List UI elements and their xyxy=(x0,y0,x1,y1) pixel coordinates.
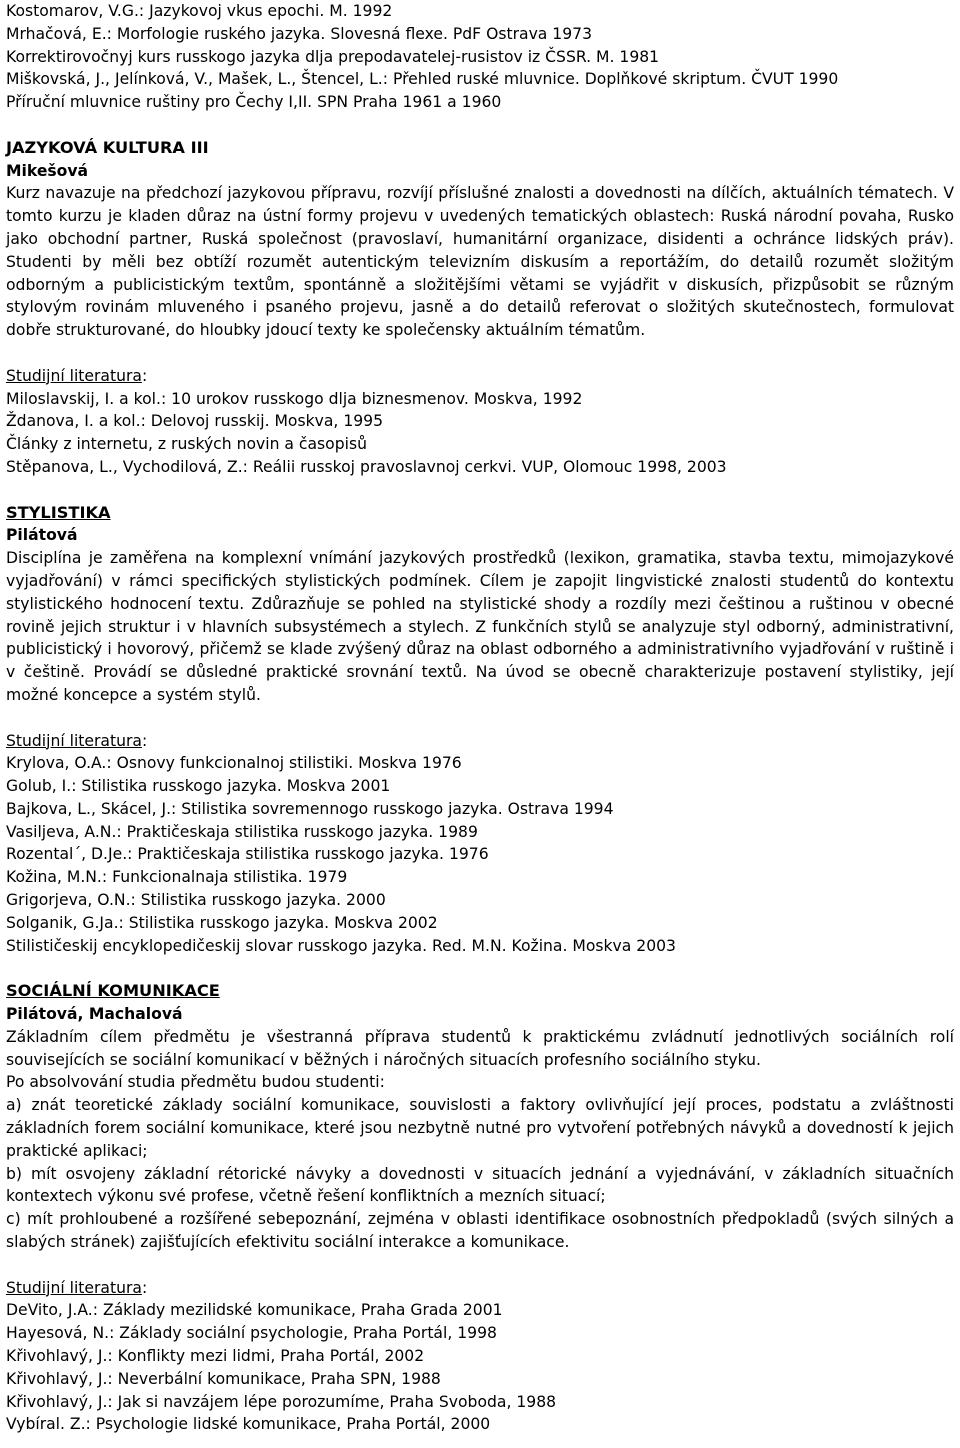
spacer xyxy=(6,957,954,980)
reference-line: Miškovská, J., Jelínková, V., Mašek, L., Štencel, L.: Přehled ruské mluvnice. Doplňkové skriptum. ČVUT 1990 xyxy=(6,70,839,89)
spacer xyxy=(6,479,954,502)
section-author: Mikešová xyxy=(6,161,89,180)
section-socialni-komunikace xyxy=(6,980,954,1436)
section-jazykova-kultura xyxy=(6,137,954,479)
reference-line: Články z internetu, z ruských novin a časopisů xyxy=(6,435,367,454)
literature-label: Studijní literatura xyxy=(6,1278,142,1297)
reference-line: Rozental´, D.Je.: Praktičeskaja stilistika russkogo jazyka. 1976 xyxy=(6,845,489,864)
spacer xyxy=(6,342,954,365)
section-title: JAZYKOVÁ KULTURA III xyxy=(6,137,209,157)
literature-colon: : xyxy=(141,366,148,385)
section-author: Pilátová, Machalová xyxy=(6,1005,183,1024)
reference-line: Křivohlavý, J.: Jak si navzájem lépe porozumíme, Praha Svoboda, 1988 xyxy=(6,1392,557,1411)
reference-line: Příruční mluvnice ruštiny pro Čechy I,II. SPN Praha 1961 a 1960 xyxy=(6,93,502,112)
literature-label: Studijní literatura xyxy=(6,731,142,750)
reference-line: Stěpanova, L., Vychodilová, Z.: Reálii russkoj pravoslavnoj cerkvi. VUP, Olomouc 1998, 2003 xyxy=(6,457,727,476)
literature-heading xyxy=(6,1277,954,1300)
spacer xyxy=(6,707,954,730)
goal-item-b: b) mít osvojeny základní rétorické návyky a dovednosti v situacích jednání a vyjednávání, v základních situačních kontextech výkonu své profese, včetně řešení konfliktních a mezních situací; xyxy=(6,1164,954,1206)
reference-line: DeVito, J.A.: Základy mezilidské komunikace, Praha Grada 2001 xyxy=(6,1301,503,1320)
spacer xyxy=(6,1254,954,1277)
literature-heading xyxy=(6,365,954,388)
reference-line: Stilističeskij encyklopedičeskij slovar russkogo jazyka. Red. M.N. Kožina. Moskva 2003 xyxy=(6,936,676,955)
spacer xyxy=(6,114,954,137)
reference-line: Křivohlavý, J.: Konflikty mezi lidmi, Praha Portál, 2002 xyxy=(6,1347,425,1366)
section-description: Základním cílem předmětu je všestranná příprava studentů k praktickému zvládnutí jednotlivých sociálních rolí souvisejících se sociální komunikací v běžných i náročných situacích profesního sociálního styku. xyxy=(6,1027,954,1069)
reference-line: Kožina, M.N.: Funkcionalnaja stilistika. 1979 xyxy=(6,868,348,887)
reference-line: Vasiljeva, A.N.: Praktičeskaja stilistika russkogo jazyka. 1989 xyxy=(6,822,478,841)
goal-item-c: c) mít prohloubené a rozšířené sebepoznání, zejména v oblasti identifikace osobnostních předpokladů (svých silných a slabých stránek) zajišťujících efektivitu sociální interakce a komunikace. xyxy=(6,1210,954,1252)
section-intro: Po absolvování studia předmětu budou studenti: xyxy=(6,1073,385,1092)
reference-line: Kostomarov, V.G.: Jazykovoj vkus epochi. M. 1992 xyxy=(6,2,393,20)
section-title: SOCIÁLNÍ KOMUNIKACE xyxy=(6,981,220,1001)
section-stylistika xyxy=(6,502,954,958)
reference-line: Křivohlavý, J.: Neverbální komunikace, Praha SPN, 1988 xyxy=(6,1369,441,1388)
reference-line: Solganik, G.Ja.: Stilistika russkogo jazyka. Moskva 2002 xyxy=(6,913,438,932)
reference-line: Hayesová, N.: Základy sociální psychologie, Praha Portál, 1998 xyxy=(6,1324,497,1343)
literature-colon: : xyxy=(141,1278,148,1297)
section-description: Kurz navazuje na předchozí jazykovou přípravu, rozvíjí příslušné znalosti a dovednosti na dílčích, aktuálních tématech. V tomto kurzu je kladen důraz na ústní formy projevu v uvedených tematických oblastech: Ruská národní povaha, Rusko jako obchodní partner, Ruská společnost (pravoslaví, humanitární organizace, disidenti a ochránce lidských práv). Studenti by měli bez obtíží rozumět autentickým televizním diskusím a reportážím, do detailů rozumět složitým odborným a publicistickým textům, spontánně a složitějšími větami se vyjádřit v diskusích, přizpůsobit se různým stylovým rovinám mluveného i psaného projevu, jasně a do detailů referovat o složitých skutečnostech, formulovat dobře strukturované, do hloubky jdoucí texty ke společensky aktuálním tématům. xyxy=(6,184,954,340)
goal-item-a: a) znát teoretické základy sociální komunikace, souvislosti a faktory ovlivňující její proces, podstatu a zvláštnosti základních forem sociální komunikace, které jsou nezbytně nutné pro vytvoření potřebných návyků a dovedností k jejich praktické aplikaci; xyxy=(6,1096,954,1160)
section-description: Disciplína je zaměřena na komplexní vnímání jazykových prostředků (lexikon, gramatika, stavba textu, mimojazykové vyjadřování) v rámci specifických stylistických podmínek. Cílem je zapojit lingvistické znalosti studentů do kontextu stylistického hodnocení textu. Zdůrazňuje se pohled na stylistické shody a rozdíly mezi češtinou a ruštinou v obecné rovině jejich struktur i v hlavních subsystémech a stylech. Z funkčních stylů se analyzuje styl odborný, administrativní, publicistický i hovorový, přičemž se klade zvýšený důraz na oblast odborného a administrativního vyjadřování v ruštině i v češtině. Provádí se důsledné praktické srovnání textů. Na úvod se obecně charakterizuje postavení stylistiky, její možné koncepce a systém stylů. xyxy=(6,549,954,704)
literature-heading xyxy=(6,730,954,753)
top-references xyxy=(6,0,954,114)
reference-line: Grigorjeva, O.N.: Stilistika russkogo jazyka. 2000 xyxy=(6,891,386,910)
reference-line: Ždanova, I. a kol.: Delovoj russkij. Moskva, 1995 xyxy=(6,412,384,431)
literature-colon: : xyxy=(141,731,148,750)
section-title: STYLISTIKA xyxy=(6,502,111,522)
reference-line: Krylova, O.A.: Osnovy funkcionalnoj stilistiki. Moskva 1976 xyxy=(6,754,462,773)
reference-line: Vybíral. Z.: Psychologie lidské komunikace, Praha Portál, 2000 xyxy=(6,1415,491,1434)
section-author: Pilátová xyxy=(6,526,78,545)
reference-line: Korrektirovočnyj kurs russkogo jazyka dlja prepodavatelej-rusistov iz ČSSR. M. 1981 xyxy=(6,47,660,66)
reference-line: Golub, I.: Stilistika russkogo jazyka. Moskva 2001 xyxy=(6,777,391,796)
reference-line: Mrhačová, E.: Morfologie ruského jazyka. Slovesná flexe. PdF Ostrava 1973 xyxy=(6,24,592,43)
reference-line: Miloslavskij, I. a kol.: 10 urokov russkogo dlja biznesmenov. Moskva, 1992 xyxy=(6,389,583,408)
reference-line: Bajkova, L., Skácel, J.: Stilistika sovremennogo russkogo jazyka. Ostrava 1994 xyxy=(6,799,614,818)
literature-label: Studijní literatura xyxy=(6,366,142,385)
